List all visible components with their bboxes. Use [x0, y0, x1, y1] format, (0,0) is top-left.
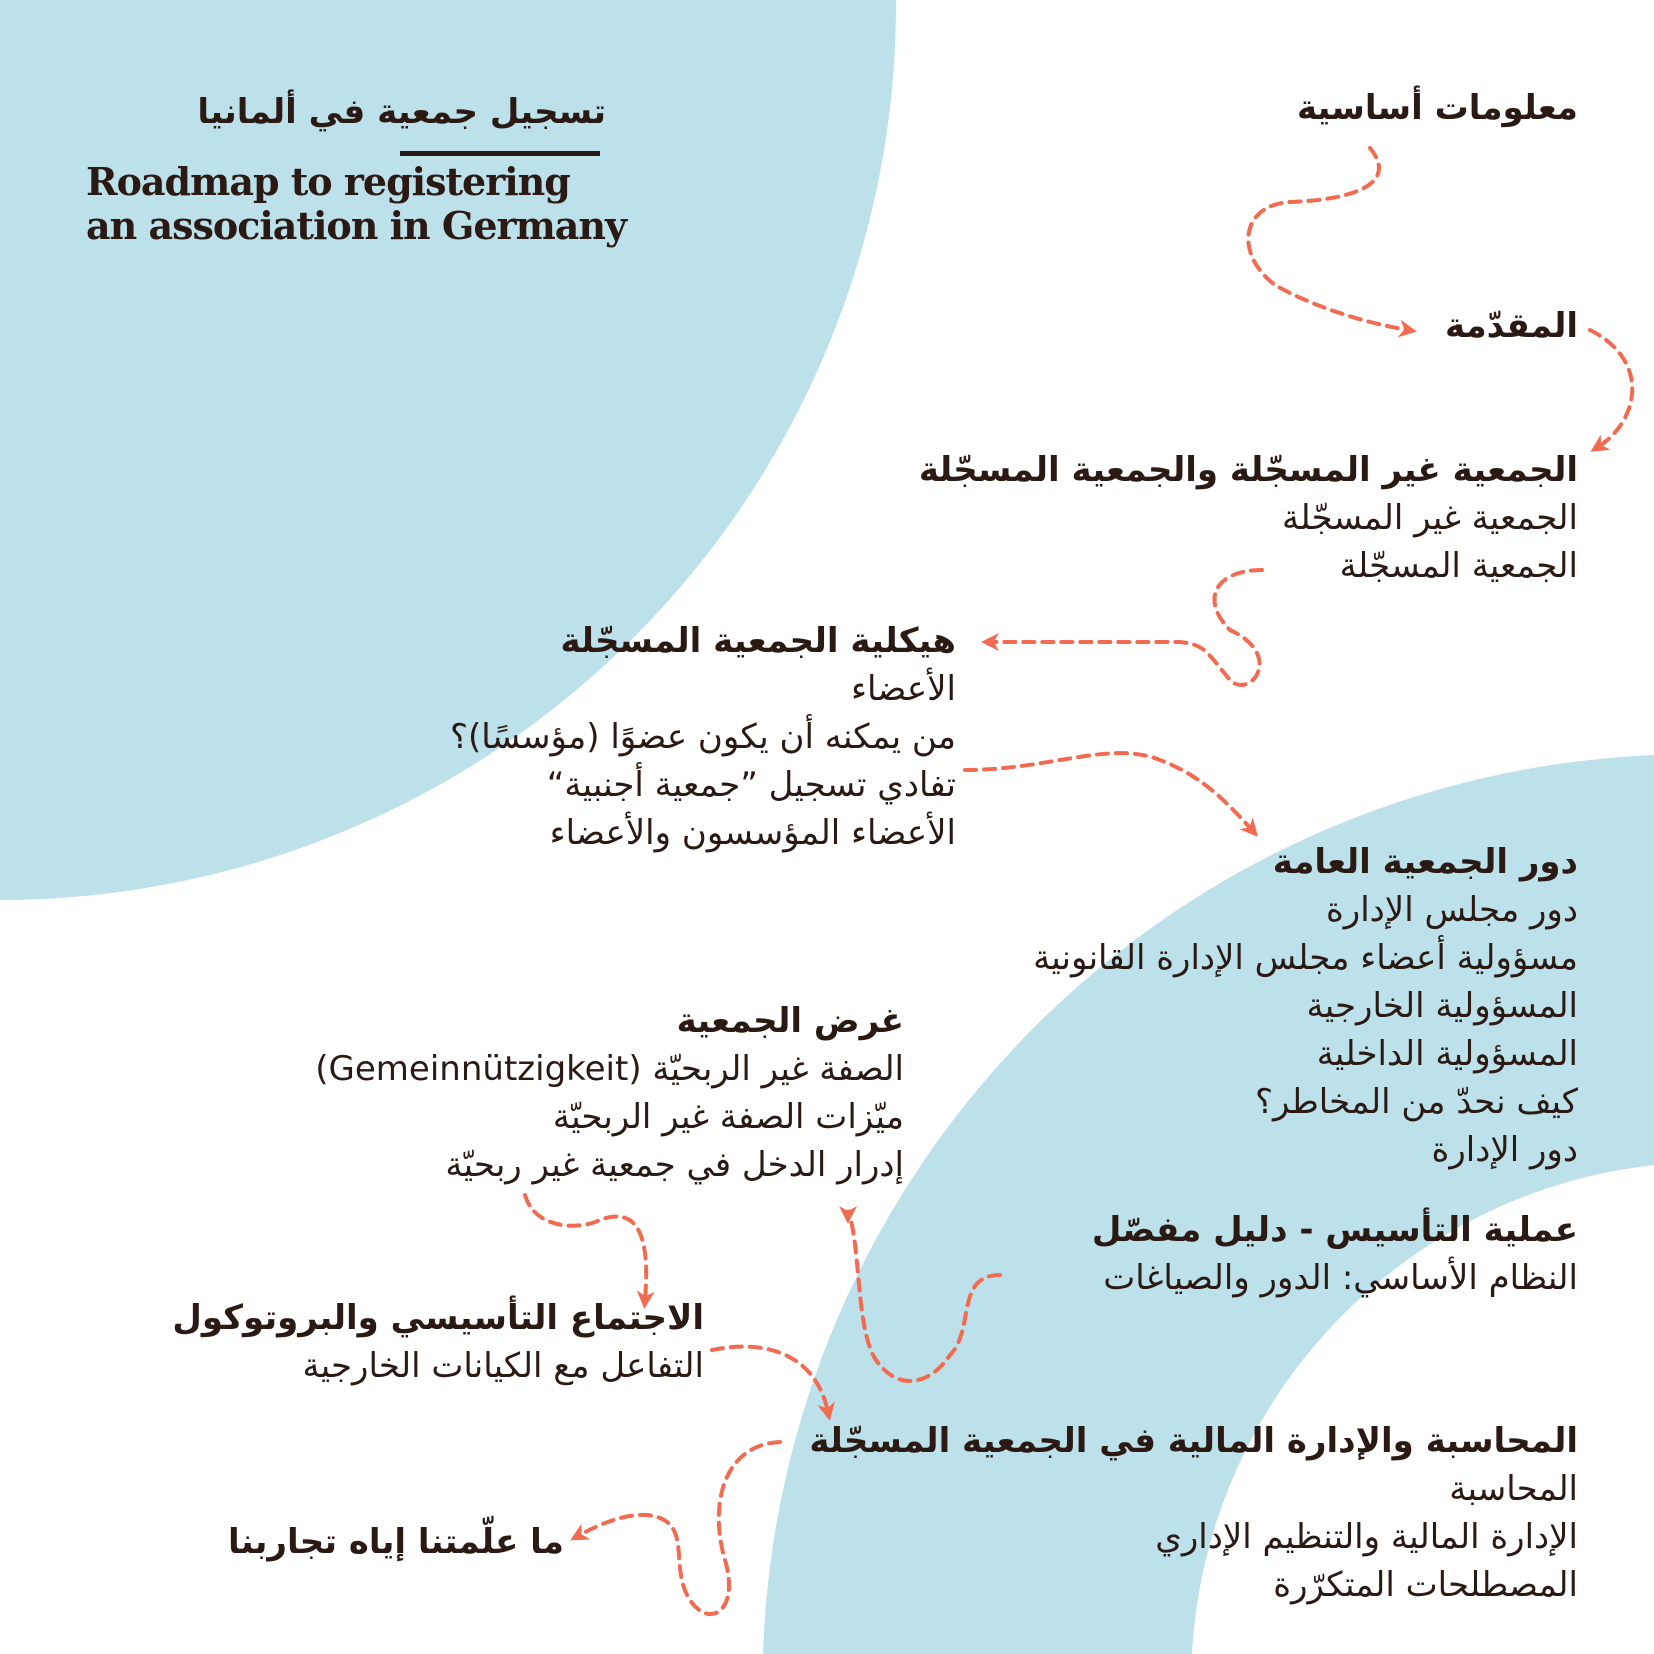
section-item: إدرار الدخل في جمعية غير ربحيّة: [445, 1145, 904, 1185]
section-heading-founding: عملية التأسيس - دليل مفصّل: [1091, 1210, 1578, 1250]
title-english-line-1: Roadmap to registering: [86, 159, 570, 204]
section-general-assembly: [1033, 838, 1578, 1174]
section-item: الجمعية غير المسجّلة: [1282, 498, 1578, 538]
section-item: الأعضاء المؤسسون والأعضاء: [549, 813, 956, 853]
section-founding: [1092, 1206, 1578, 1302]
section-item: التفاعل مع الكيانات الخارجية: [302, 1346, 704, 1386]
section-item: ميّزات الصفة غير الربحيّة: [552, 1097, 904, 1137]
section-item: من يمكنه أن يكون عضوًا (مؤسسًا)؟: [449, 717, 956, 757]
title-english: [86, 160, 626, 248]
section-lessons: [228, 1518, 564, 1566]
section-heading-purpose: غرض الجمعية: [676, 1001, 904, 1041]
section-heading-structure: هيكلية الجمعية المسجّلة: [560, 621, 956, 661]
section-item: دور مجلس الإدارة: [1325, 890, 1578, 930]
title-english-line-2: an association in Germany: [86, 203, 627, 248]
section-item: المحاسبة: [1449, 1469, 1578, 1509]
section-item: الصفة غير الربحيّة (Gemeinnützigkeit): [315, 1049, 904, 1089]
section-item: الجمعية المسجّلة: [1339, 546, 1578, 586]
section-meeting: [172, 1294, 704, 1390]
section-basics: [1297, 84, 1578, 132]
section-item: تفادي تسجيل ”جمعية أجنبية“: [546, 765, 956, 805]
section-item: دور الإدارة: [1431, 1130, 1578, 1170]
section-heading-lessons: ما علّمتنا إياه تجاربنا: [227, 1522, 564, 1562]
section-item: الأعضاء: [851, 669, 956, 709]
section-heading-meeting: الاجتماع التأسيسي والبروتوكول: [172, 1298, 704, 1338]
section-item: كيف نحدّ من المخاطر؟: [1254, 1082, 1578, 1122]
section-heading-intro: المقدّمة: [1445, 306, 1578, 346]
section-heading-basics: معلومات أساسية: [1296, 88, 1578, 128]
section-item: النظام الأساسي: الدور والصياغات: [1103, 1258, 1578, 1298]
section-item: المسؤولية الداخلية: [1316, 1034, 1578, 1074]
section-assoc-types: [919, 446, 1578, 590]
title-arabic-text: تسجيل جمعية في ألمانيا: [197, 92, 606, 132]
section-intro: [1445, 302, 1578, 350]
section-item: مسؤولية أعضاء مجلس الإدارة القانونية: [1033, 938, 1578, 978]
section-item: المصطلحات المتكرّرة: [1273, 1565, 1578, 1605]
title-underline-bar: [400, 151, 600, 156]
section-item: المسؤولية الخارجية: [1306, 986, 1578, 1026]
section-item: الإدارة المالية والتنظيم الإداري: [1155, 1517, 1578, 1557]
section-heading-accounting: المحاسبة والإدارة المالية في الجمعية المسجّلة: [809, 1421, 1578, 1461]
section-heading-assoc-types: الجمعية غير المسجّلة والجمعية المسجّلة: [918, 450, 1578, 490]
section-purpose: [315, 997, 904, 1189]
section-heading-general-assembly: دور الجمعية العامة: [1272, 842, 1578, 882]
section-accounting: [809, 1417, 1578, 1609]
section-structure: [450, 617, 956, 857]
